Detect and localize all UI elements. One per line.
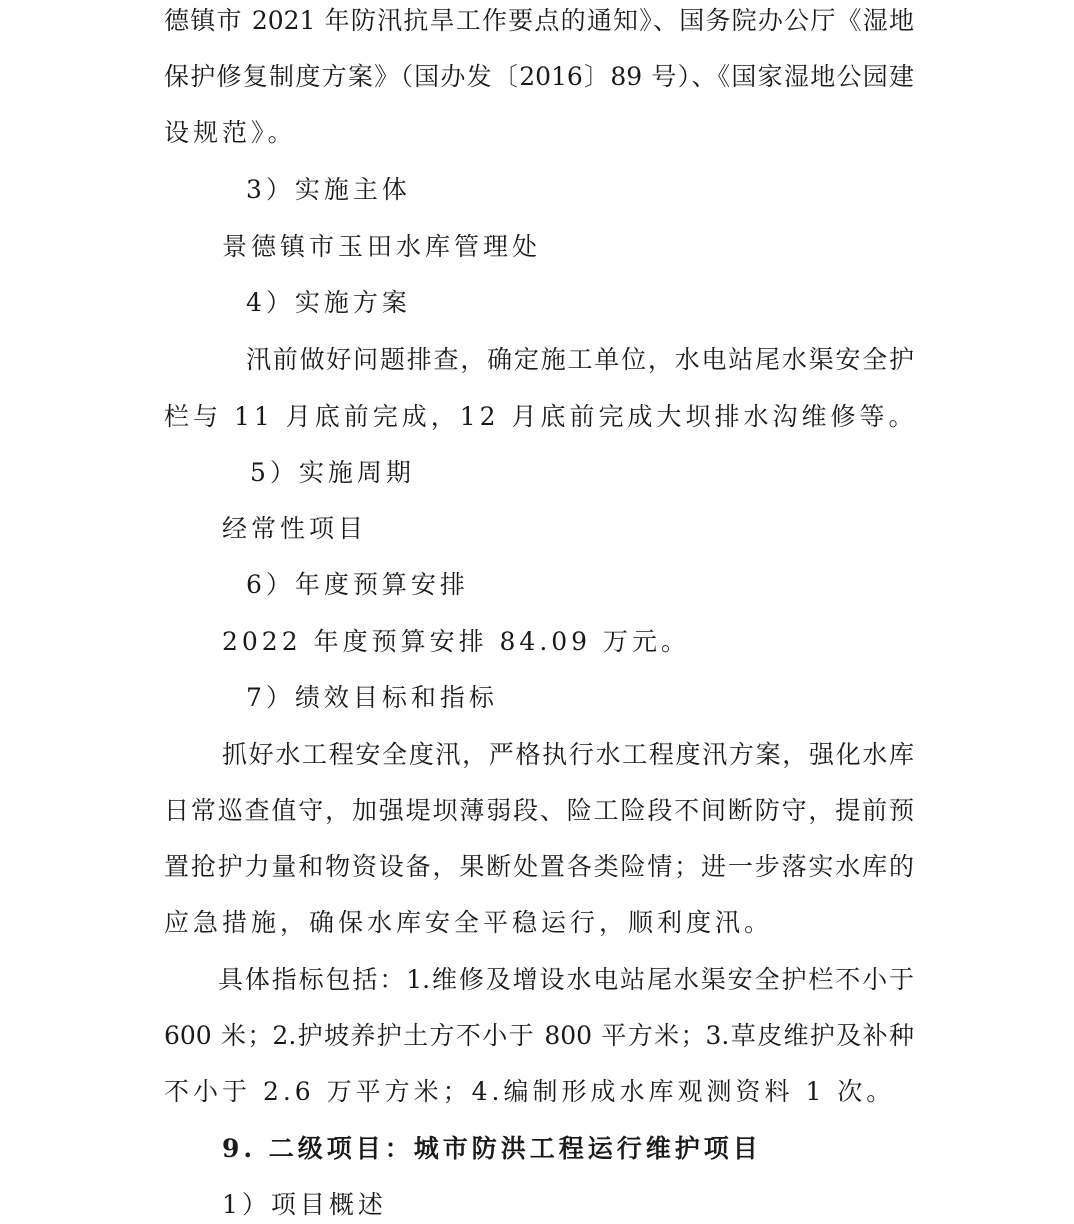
paragraph-line: 2022 年度预算安排 84.09 万元。 xyxy=(222,627,691,656)
subsection-heading: 1）项目概述 xyxy=(222,1190,387,1219)
paragraph-line: 抓好水工程安全度汛，严格执行水工程度汛方案，强化水库 xyxy=(222,740,914,769)
subsection-heading: 5）实施周期 xyxy=(250,458,415,487)
section-heading: 9. 二级项目：城市防洪工程运行维护项目 xyxy=(222,1134,762,1163)
paragraph-line: 德镇市 2021 年防汛抗旱工作要点的通知》、国务院办公厅《湿地 xyxy=(164,6,914,35)
paragraph-line: 置抢护力量和物资设备，果断处置各类险情；进一步落实水库的 xyxy=(164,852,914,881)
paragraph-line: 具体指标包括：1.维修及增设水电站尾水渠安全护栏不小于 xyxy=(218,965,914,994)
subsection-heading: 7）绩效目标和指标 xyxy=(246,683,498,712)
subsection-heading: 3）实施主体 xyxy=(246,175,411,204)
subsection-heading: 6）年度预算安排 xyxy=(246,570,469,599)
paragraph-line: 应急措施，确保水库安全平稳运行，顺利度汛。 xyxy=(164,908,774,937)
paragraph-line: 保护修复制度方案》（国办发〔2016〕89 号）、《国家湿地公园建 xyxy=(164,62,914,91)
paragraph-line: 600 米；2.护坡养护土方不小于 800 平方米；3.草皮维护及补种 xyxy=(164,1021,914,1050)
paragraph-line: 栏与 11 月底前完成，12 月底前完成大坝排水沟维修等。 xyxy=(164,402,918,431)
subsection-heading: 4）实施方案 xyxy=(246,288,411,317)
paragraph-line: 景德镇市玉田水库管理处 xyxy=(222,232,542,261)
paragraph-line: 经常性项目 xyxy=(222,514,368,543)
paragraph-line: 设规范》。 xyxy=(164,118,297,147)
paragraph-line: 汛前做好问题排查，确定施工单位，水电站尾水渠安全护 xyxy=(246,345,914,374)
paragraph-line: 日常巡查值守，加强堤坝薄弱段、险工险段不间断防守，提前预 xyxy=(164,796,914,825)
paragraph-line: 不小于 2.6 万平方米；4.编制形成水库观测资料 1 次。 xyxy=(164,1077,896,1106)
